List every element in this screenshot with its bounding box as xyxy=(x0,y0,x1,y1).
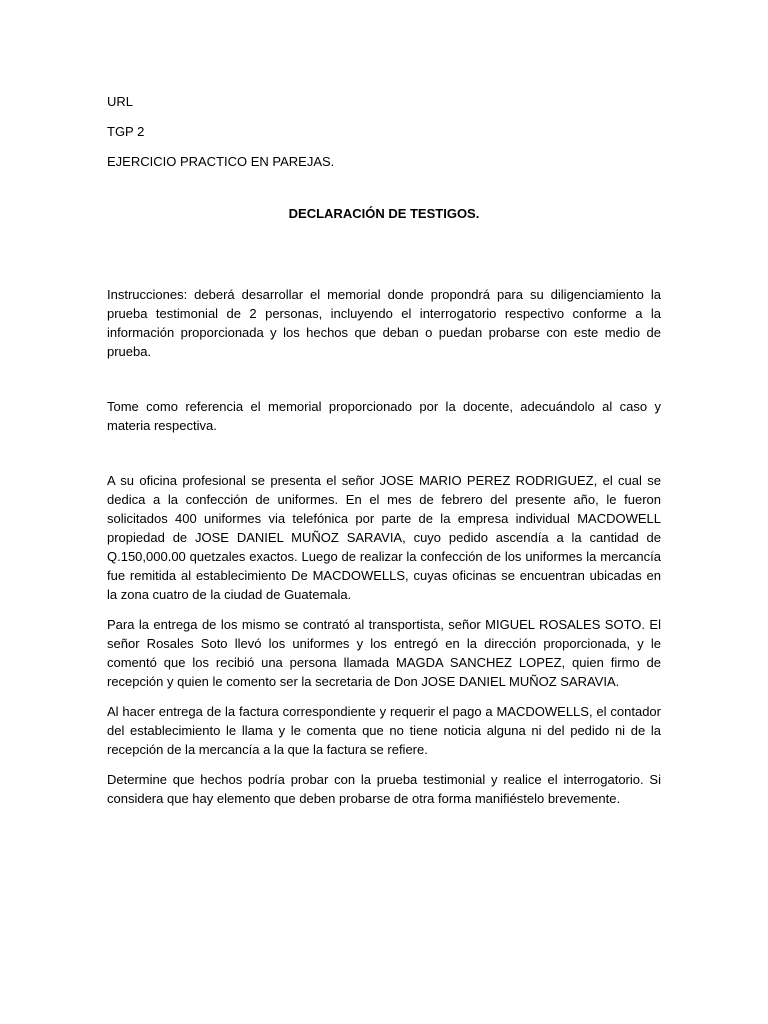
course-label: TGP 2 xyxy=(107,124,145,139)
instructions-paragraph: Instrucciones: deberá desarrollar el memorial donde propondrá para su diligenciamiento la prueba testimonial de 2 personas, incluyendo el interrogatorio respectivo conforme a la información proporcionada y los hechos que deban o puedan probarse con este medio de prueba. xyxy=(107,287,661,359)
exercise-label: EJERCICIO PRACTICO EN PAREJAS. xyxy=(107,154,335,169)
institution-label: URL xyxy=(107,94,134,109)
delivery-paragraph: Para la entrega de los mismo se contrató al transportista, señor MIGUEL ROSALES SOTO. El señor Rosales Soto llevó los uniformes y los entregó en la dirección proporcionada, y le comentó que los recibió una persona llamada MAGDA SANCHEZ LOPEZ, quien firmo de recepción y quien le comento ser la secretaria de Don JOSE DANIEL MUÑOZ SARAVIA. xyxy=(107,617,661,689)
invoice-paragraph: Al hacer entrega de la factura correspondiente y requerir el pago a MACDOWELLS, el contador del establecimiento le llama y le comenta que no tiene noticia alguna ni del pedido ni de la recepción de la mercancía a la que la factura se refiere. xyxy=(107,704,661,757)
case-intro-paragraph: A su oficina profesional se presenta el señor JOSE MARIO PEREZ RODRIGUEZ, el cual se dedica a la confección de uniformes. En el mes de febrero del presente año, le fueron solicitados 400 uniformes via telefónica por parte de la empresa individual MACDOWELL propiedad de JOSE DANIEL MUÑOZ SARAVIA, cuyo pedido ascendía a la cantidad de Q.150,000.00 quetzales exactos. Luego de realizar la confección de los uniformes la mercancía fue remitida al establecimiento De MACDOWELLS, cuyas oficinas se encuentran ubicadas en la zona cuatro de la ciudad de Guatemala. xyxy=(107,473,661,602)
task-paragraph: Determine que hechos podría probar con la prueba testimonial y realice el interrogatorio. Si considera que hay elemento que deben probarse de otra forma manifiéstelo brevemente. xyxy=(107,772,661,806)
document-title: DECLARACIÓN DE TESTIGOS. xyxy=(288,206,480,221)
reference-paragraph: Tome como referencia el memorial proporcionado por la docente, adecuándolo al caso y materia respectiva. xyxy=(107,399,661,433)
document-page xyxy=(107,92,661,808)
